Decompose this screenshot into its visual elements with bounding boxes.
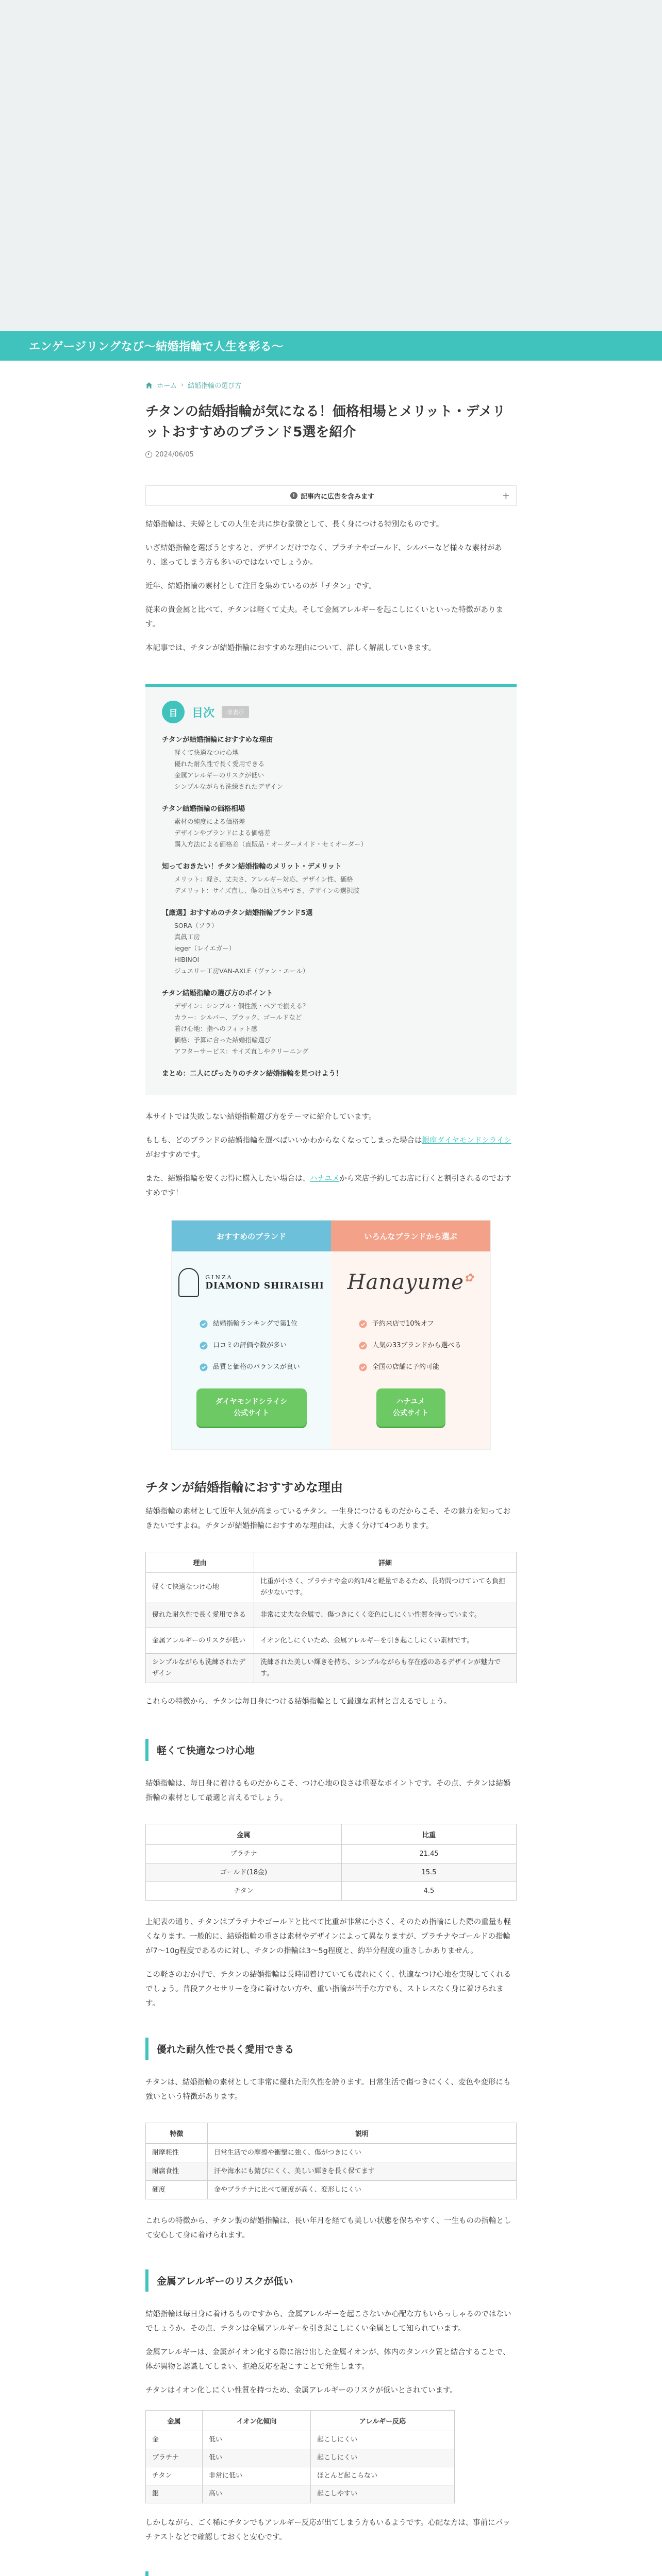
subsection-heading: 軽くて快適なつけ心地 (145, 1739, 517, 1761)
toc-section-link[interactable]: チタン結婚指輪の価格相場 (162, 805, 245, 813)
toc-header (162, 701, 500, 723)
toc-sub-list (162, 747, 500, 792)
table-header-row (146, 2411, 455, 2431)
table-header: 金属 (146, 1824, 342, 1845)
table-cell: 高い (203, 2485, 311, 2503)
table-cell: 4.5 (342, 1882, 517, 1901)
hanayume-cta-button[interactable] (376, 1388, 445, 1427)
breadcrumb-home[interactable]: ホーム (157, 382, 177, 390)
paragraph (145, 1172, 517, 1200)
feature-text: 人気の33ブランドから選べる (372, 1342, 461, 1349)
site-header[interactable] (0, 331, 662, 361)
banner-column-recommended (172, 1221, 331, 1449)
logo (178, 1268, 324, 1297)
paragraph (145, 1133, 517, 1162)
banner-header: いろんなブランドから選ぶ (331, 1221, 490, 1251)
density-table (145, 1824, 517, 1901)
toc-item-link[interactable]: HIBINOI (174, 956, 200, 963)
check-icon (359, 1342, 367, 1350)
pr-notice-label: 記事内に広告を含みます (300, 493, 374, 501)
diamond-shiraishi-link[interactable]: 銀座ダイヤモンドシライシ (422, 1137, 511, 1145)
toc-section-link[interactable]: まとめ：二人にぴったりのチタン結婚指輪を見つけよう！ (162, 1070, 343, 1078)
info-icon: ! (290, 492, 297, 499)
feature-text: 口コミの評価や数が多い (213, 1342, 287, 1349)
table-cell: 耐腐食性 (146, 2162, 208, 2181)
feature-item (200, 1313, 331, 1335)
table-row (146, 1863, 517, 1882)
toc-item-link[interactable]: 真眞工房 (174, 933, 201, 941)
table-cell: 低い (203, 2449, 311, 2467)
paragraph: 金属アレルギーは、金属がイオン化する際に溶け出した金属イオンが、体内のタンパク質と結合することで、体が異物と認識してしまい、拒絶反応を起こすことで発生します。 (145, 2348, 510, 2371)
toc-item-link[interactable]: デザイン：シンプル・個性派・ペアで揃える？ (174, 1002, 309, 1010)
feature-item (359, 1335, 490, 1357)
breadcrumb (145, 380, 517, 390)
paragraph: これらの特徴から、チタン製の結婚指輪は、長い年月を経ても美しい状態を保ちやすく、一生ものの指輪として安心して身に着けられます。 (145, 2217, 511, 2240)
feature-list (172, 1313, 331, 1378)
toc-section-link[interactable]: 【厳選】おすすめのチタン結婚指輪ブランド5選 (162, 909, 313, 917)
subsection-heading: 金属アレルギーのリスクが低い (145, 2269, 517, 2292)
table-header: 説明 (208, 2123, 517, 2144)
table-row (146, 2431, 455, 2449)
table-header: 金属 (146, 2411, 203, 2431)
table-row (146, 1845, 517, 1863)
logo-line-1: GINZA (205, 1274, 233, 1281)
main-area (0, 361, 662, 2576)
table-cell: 金 (146, 2431, 203, 2449)
toc-item-link[interactable]: ieger（レイエガー） (174, 944, 236, 952)
table-body (146, 1573, 517, 1683)
paragraph: 結婚指輪の素材として近年人気が高まっているチタン。一生身につけるものだからこそ、その魅力を知っておきたいですよね。チタンが結婚指輪におすすめな理由は、大きく分けて4つあります。 (145, 1507, 511, 1530)
toc-item-link[interactable]: デメリット：サイズ直し、傷の目立ちやすさ、デザインの選択肢 (174, 887, 360, 894)
text: もしも、どのブランドの結婚指輪を選べばいいかわからなくなってしまった場合は (145, 1137, 422, 1145)
reasons-table (145, 1552, 517, 1683)
table-cell: 起こしにくい (311, 2431, 455, 2449)
table-cell: ほとんど起こらない (311, 2467, 455, 2485)
toc-item-link[interactable]: シンプルながらも洗練されたデザイン (174, 783, 283, 790)
table-header-row (146, 1552, 517, 1573)
expand-icon[interactable]: + (502, 490, 510, 501)
toc-sub-list (162, 874, 500, 896)
intro-paragraph: 近年、結婚指輪の素材として注目を集めているのが「チタン」です。 (145, 582, 376, 590)
logo-mark-icon (178, 1268, 199, 1297)
flower-icon: ✿ (464, 1272, 474, 1285)
toc-item-link[interactable]: 軽くて快適なつけ心地 (174, 749, 239, 756)
banner-column-multi-brand (331, 1221, 490, 1449)
toc-item-link[interactable]: カラー：シルバー、ブラック、ゴールドなど (174, 1013, 302, 1021)
text: から来店予約してお店に行くと割引されるのでおすすめです！ (145, 1175, 511, 1197)
toc-item-link[interactable]: デザインやブランドによる価格差 (174, 829, 271, 837)
feature-text: 予約来店で10%オフ (372, 1320, 434, 1328)
table-cell: 低い (203, 2431, 311, 2449)
paragraph: 結婚指輪は、毎日身に着けるものだからこそ、つけ心地の良さは重要なポイントです。その点、チタンは結婚指輪の素材として最適と言えるでしょう。 (145, 1780, 511, 1802)
toc-toggle-button[interactable]: 非表示 (222, 706, 249, 718)
check-icon (200, 1342, 208, 1350)
check-icon (359, 1363, 367, 1371)
toc-title: 目次 (192, 706, 215, 720)
toc-sub-list (162, 920, 500, 977)
check-icon (200, 1363, 208, 1371)
cta-line-1: ダイヤモンドシライシ (215, 1398, 288, 1406)
table-cell: 銀 (146, 2485, 203, 2503)
article-date (145, 451, 517, 459)
table-row (146, 1628, 517, 1654)
hanayume-logo[interactable] (331, 1251, 490, 1313)
toc-section-link[interactable]: チタン結婚指輪の選び方のポイント (162, 989, 273, 997)
table-cell: プラチナ (146, 1845, 342, 1863)
table-cell: 非常に低い (203, 2467, 311, 2485)
toc-item-link[interactable]: 着け心地：指へのフィット感 (174, 1025, 258, 1032)
table-cell: 汗や海水にも錆びにくく、美しい輝きを長く保てます (208, 2162, 517, 2181)
table-cell: 比重が小さく、プラチナや金の約1/4と軽量であるため、長時間つけていても負担が少ないです。 (254, 1573, 517, 1602)
cta-line-1: ハナユメ (396, 1398, 425, 1406)
breadcrumb-separator: › (181, 381, 184, 389)
table-cell: 金属アレルギーのリスクが低い (146, 1628, 254, 1654)
feature-list (331, 1313, 490, 1378)
durability-table (145, 2123, 517, 2199)
table-cell: 金やプラチナに比べて硬度が高く、変形しにくい (208, 2181, 517, 2199)
banner-header: おすすめのブランド (172, 1221, 331, 1251)
diamond-shiraishi-logo[interactable] (172, 1251, 331, 1313)
subsection-heading (145, 2571, 517, 2576)
check-icon (200, 1320, 208, 1328)
table-cell: 軽くて快適なつけ心地 (146, 1573, 254, 1602)
table-cell: イオン化しにくいため、金属アレルギーを引き起こしにくい素材です。 (254, 1628, 517, 1654)
toc-sub-list (162, 816, 500, 850)
toc-item-link[interactable]: メリット：軽さ、丈夫さ、アレルギー対応、デザイン性、価格 (174, 875, 353, 883)
table-cell: プラチナ (146, 2449, 203, 2467)
intro-paragraph: 従来の貴金属と比べて、チタンは軽くて丈夫。そして金属アレルギーを起こしにくいといった特徴があります。 (145, 606, 504, 629)
brand-banner (171, 1220, 491, 1450)
table-cell: 耐摩耗性 (146, 2144, 208, 2162)
table-cell: 15.5 (342, 1863, 517, 1882)
table-cell: 21.45 (342, 1845, 517, 1863)
hero-image-area (0, 0, 662, 331)
table-header: 比重 (342, 1824, 517, 1845)
feature-text: 結婚指輪ランキングで第1位 (213, 1320, 297, 1328)
table-cell: チタン (146, 1882, 342, 1901)
date-text: 2024/06/05 (155, 451, 194, 459)
toc-sub-list (162, 1001, 500, 1057)
check-icon (359, 1320, 367, 1328)
article-title: チタンの結婚指輪が気になる！価格相場とメリット・デメリットおすすめのブランド5選を紹介 (145, 404, 506, 440)
paragraph: 上記表の通り、チタンはプラチナやゴールドと比べて比重が非常に小さく、そのため指輪にした際の重量も軽くなります。一般的に、結婚指輪の重さは素材やデザインによって異なりますが、プラチナやゴールドの指輪が7〜10g程度であるのに対し、チタンの指輪は3〜5g程度と、約半分程度の重さしかありません。 (145, 1918, 511, 1955)
table-body (146, 1845, 517, 1901)
feature-item (359, 1313, 490, 1335)
toc-item-link[interactable]: 購入方法による価格差（直販品・オーダーメイド・セミオーダー） (174, 840, 368, 848)
toc-section-link[interactable]: 知っておきたい！チタン結婚指輪のメリット・デメリット (162, 862, 342, 871)
toc-item-link[interactable]: 優れた耐久性で長く愛用できる (174, 760, 265, 768)
clock-icon (145, 451, 152, 458)
table-cell: シンプルながらも洗練されたデザイン (146, 1654, 254, 1683)
table-cell: 日常生活での摩擦や衝撃に強く、傷がつきにくい (208, 2144, 517, 2162)
intro-paragraph: 結婚指輪は、夫婦としての人生を共に歩む象徴として、長く身につける特別なものです。 (145, 520, 444, 529)
paragraph: チタンはイオン化しにくい性質を持つため、金属アレルギーのリスクが低いとされています。 (145, 2386, 457, 2395)
table-row (146, 2162, 517, 2181)
table-row (146, 2467, 455, 2485)
table-cell: 起こしやすい (311, 2485, 455, 2503)
toc-item-link[interactable]: ジュエリー工房VAN-AXLE（ヴァン・エール） (174, 967, 309, 975)
table-header: 特徴 (146, 2123, 208, 2144)
site-title[interactable]: エンゲージリングなび〜結婚指輪で人生を彩る〜 (29, 340, 284, 353)
table-header-row (146, 1824, 517, 1845)
breadcrumb-category[interactable]: 結婚指輪の選び方 (188, 382, 242, 390)
table-row (146, 1602, 517, 1628)
table-cell: 洗練された美しい輝きを持ち、シンプルながらも存在感のあるデザインが魅力です。 (254, 1654, 517, 1683)
article (0, 361, 662, 2576)
cta-line-2: 公式サイト (233, 1409, 270, 1417)
logo-text: Hanayume (347, 1270, 464, 1294)
feature-item (200, 1335, 331, 1357)
table-row (146, 1654, 517, 1683)
pr-notice[interactable] (145, 485, 517, 506)
table-body (146, 2431, 455, 2503)
intro-paragraph: いざ結婚指輪を選ぼうとすると、デザインだけでなく、プラチナやゴールド、シルバーなど様々な素材があり、迷ってしまう方も多いのではないでしょうか。 (145, 544, 502, 567)
table-cell: チタン (146, 2467, 203, 2485)
table-row (146, 2144, 517, 2162)
toc-section-link[interactable]: チタンが結婚指輪におすすめな理由 (162, 736, 273, 744)
table-header-row (146, 2123, 517, 2144)
toc-item-link[interactable]: アフターサービス：サイズ直しやクリーニング (174, 1047, 309, 1055)
logo-text (205, 1274, 324, 1291)
table-row (146, 1573, 517, 1602)
table-header: 詳細 (254, 1552, 517, 1573)
paragraph: チタンは、結婚指輪の素材として非常に優れた耐久性を誇ります。日常生活で傷つきにくく、変色や変形にも強いという特徴があります。 (145, 2078, 511, 2101)
feature-item (200, 1357, 331, 1378)
toc-icon: 目 (162, 701, 185, 723)
table-row (146, 2181, 517, 2199)
toc-item-link[interactable]: 価格：予算に合った結婚指輪選び (174, 1036, 271, 1044)
table-of-contents (145, 684, 517, 1095)
toc-body (162, 734, 500, 1078)
table-header: アレルギー反応 (311, 2411, 455, 2431)
table-body (146, 2144, 517, 2199)
home-icon (145, 382, 153, 389)
paragraph: これらの特徴から、チタンは毎日身につける結婚指輪として最適な素材と言えるでしょう。 (145, 1698, 452, 1706)
section-heading: チタンが結婚指輪におすすめな理由 (145, 1480, 343, 1495)
toc-item-link[interactable]: 素材の純度による価格差 (174, 818, 245, 825)
feature-item (359, 1357, 490, 1378)
pr-notice-text-wrap (290, 491, 374, 501)
feature-text: 品質と価格のバランスが良い (213, 1363, 300, 1371)
table-row (146, 1882, 517, 1901)
paragraph: しかしながら、ごく稀にチタンでもアレルギー反応が出てしまう方もいるようです。心配な方は、事前にパッチテストなどで確認しておくと安心です。 (145, 2519, 510, 2541)
feature-text: 全国の店舗に予約可能 (372, 1363, 440, 1371)
allergy-table (145, 2410, 455, 2503)
logo (347, 1270, 474, 1294)
hanayume-link[interactable]: ハナユメ (310, 1175, 340, 1183)
text: また、結婚指輪を安くお得に購入したい場合は、 (145, 1175, 310, 1183)
table-header: イオン化傾向 (203, 2411, 311, 2431)
subsection-heading: 優れた耐久性で長く愛用できる (145, 2038, 517, 2060)
table-header: 理由 (146, 1552, 254, 1573)
table-cell: 起こしにくい (311, 2449, 455, 2467)
text: がおすすめです。 (145, 1151, 205, 1159)
table-row (146, 2485, 455, 2503)
paragraph: 本サイトでは失敗しない結婚指輪選び方をテーマに紹介しています。 (145, 1113, 376, 1121)
paragraph: この軽さのおかげで、チタンの結婚指輪は長時間着けていても疲れにくく、快適なつけ心地を実現してくれるでしょう。普段アクセサリーを身に着けない方や、重い指輪が苦手な方でも、ストレスなく身に着けられます。 (145, 1971, 511, 2008)
cta-line-2: 公式サイト (392, 1409, 429, 1417)
logo-line-2: DIAMOND SHIRAISHI (205, 1280, 324, 1291)
toc-item-link[interactable]: 金属アレルギーのリスクが低い (174, 771, 264, 779)
table-cell: 硬度 (146, 2181, 208, 2199)
table-row (146, 2449, 455, 2467)
table-cell: 優れた耐久性で長く愛用できる (146, 1602, 254, 1628)
table-cell: 非常に丈夫な金属で、傷つきにくく変色にしにくい性質を持っています。 (254, 1602, 517, 1628)
intro-paragraph: 本記事では、チタンが結婚指輪におすすめな理由について、詳しく解説していきます。 (145, 644, 436, 652)
diamond-shiraishi-cta-button[interactable] (196, 1388, 307, 1427)
paragraph: 結婚指輪は毎日身に着けるものですから、金属アレルギーを起こさないか心配な方もいらっしゃるのではないでしょうか。その点、チタンは金属アレルギーを引き起こしにくい金属として知られています。 (145, 2310, 511, 2333)
toc-item-link[interactable]: SORA（ソラ） (174, 922, 218, 929)
table-cell: ゴールド(18金) (146, 1863, 342, 1882)
